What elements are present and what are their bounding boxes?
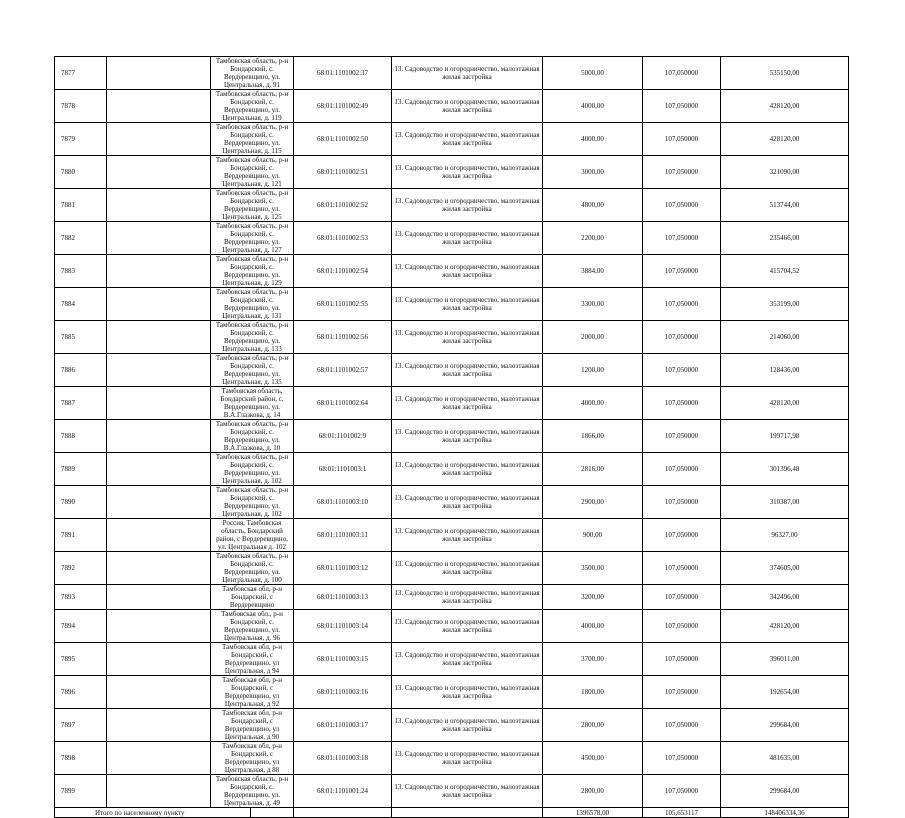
row-number: 7883	[55, 255, 107, 288]
cadastral-value-cell: 301396,48	[721, 453, 849, 486]
cadastral-number-cell: 68:01:1101003:16	[294, 676, 392, 709]
table-row	[55, 742, 849, 775]
table-row	[55, 610, 849, 643]
empty-cell	[107, 288, 211, 321]
row-number: 7882	[55, 222, 107, 255]
rate-cell: 107,050000	[643, 255, 721, 288]
rate-cell: 107,050000	[643, 387, 721, 420]
row-number: 7894	[55, 610, 107, 643]
land-use-cell: 13. Садоводство и огородничество, малоэтажная жилая застройка	[392, 643, 543, 676]
area-cell: 4000,00	[543, 90, 643, 123]
rate-cell: 107,050000	[643, 90, 721, 123]
total-rate: 105,653117	[643, 808, 721, 818]
table-row	[55, 123, 849, 156]
area-cell: 2816,00	[543, 453, 643, 486]
row-number: 7886	[55, 354, 107, 387]
land-use-cell: 13. Садоводство и огородничество, малоэтажная жилая застройка	[392, 255, 543, 288]
total-row	[55, 808, 849, 818]
row-number: 7880	[55, 156, 107, 189]
address-cell: Тамбовская область, р-н Бондарский, с. Вердеревщино, ул. Центральная, д. 135	[211, 354, 294, 387]
land-use-cell: 13. Садоводство и огородничество, малоэтажная жилая застройка	[392, 123, 543, 156]
address-cell: Тамбовская область, р-н Бондарский, с. Вердеревщино, ул. Центральная, д. 119	[211, 90, 294, 123]
table-row	[55, 775, 849, 808]
empty-cell	[107, 321, 211, 354]
row-number: 7892	[55, 552, 107, 585]
empty-cell	[107, 90, 211, 123]
cadastral-value-cell: 353199,00	[721, 288, 849, 321]
row-number: 7884	[55, 288, 107, 321]
table-row	[55, 222, 849, 255]
rate-cell: 107,050000	[643, 643, 721, 676]
rate-cell: 107,050000	[643, 453, 721, 486]
cadastral-number-cell: 68:01:1101002:64	[294, 387, 392, 420]
address-cell: Тамбовская область, р-н Бондарский, с. Вердеревщино, ул. Центральная, д. 133	[211, 321, 294, 354]
land-use-cell: 13. Садоводство и огородничество, малоэтажная жилая застройка	[392, 222, 543, 255]
total-area: 1396578,00	[543, 808, 643, 818]
empty-cell	[107, 552, 211, 585]
cadastral-value-cell: 321090,00	[721, 156, 849, 189]
row-number: 7896	[55, 676, 107, 709]
area-cell: 2800,00	[543, 775, 643, 808]
cadastral-number-cell: 68:01:1101002:9	[294, 420, 392, 453]
cadastral-value-cell: 214060,00	[721, 321, 849, 354]
cadastral-value-cell: 310387,00	[721, 486, 849, 519]
cadastral-number-cell: 68:01:1101002:54	[294, 255, 392, 288]
row-number: 7897	[55, 709, 107, 742]
cadastral-value-cell: 342496,00	[721, 585, 849, 610]
table-row	[55, 321, 849, 354]
cadastral-value-cell: 396011,00	[721, 643, 849, 676]
total-empty-cell	[392, 808, 543, 818]
address-cell: Тамбовская область, р-н Бондарский, с. Вердеревщино, ул. Центральная, д. 127	[211, 222, 294, 255]
cadastral-number-cell: 68:01:1101003:1	[294, 453, 392, 486]
area-cell: 3700,00	[543, 643, 643, 676]
land-use-cell: 13. Садоводство и огородничество, малоэтажная жилая застройка	[392, 387, 543, 420]
rate-cell: 107,050000	[643, 321, 721, 354]
total-value: 148406334,36	[721, 808, 849, 818]
row-number: 7887	[55, 387, 107, 420]
area-cell: 2000,00	[543, 321, 643, 354]
rate-cell: 107,050000	[643, 189, 721, 222]
area-cell: 1866,00	[543, 420, 643, 453]
empty-cell	[107, 453, 211, 486]
row-number: 7899	[55, 775, 107, 808]
empty-cell	[107, 775, 211, 808]
row-number: 7885	[55, 321, 107, 354]
empty-cell	[107, 222, 211, 255]
land-use-cell: 13. Садоводство и огородничество, малоэтажная жилая застройка	[392, 321, 543, 354]
cadastral-number-cell: 68:01:1101003:18	[294, 742, 392, 775]
row-number: 7898	[55, 742, 107, 775]
land-use-cell: 13. Садоводство и огородничество, малоэтажная жилая застройка	[392, 676, 543, 709]
area-cell: 4000,00	[543, 610, 643, 643]
cadastral-number-cell: 68:01:1101003:10	[294, 486, 392, 519]
land-use-cell: 13. Садоводство и огородничество, малоэтажная жилая застройка	[392, 189, 543, 222]
empty-cell	[107, 610, 211, 643]
address-cell: Тамбовская обл, р-н Бондарский, с Вердеревщино, ул Центральная, д 90	[211, 709, 294, 742]
address-cell: Тамбовская область, р-н Бондарский, с. Вердеревщино, ул. Центральная, д. 131	[211, 288, 294, 321]
empty-cell	[107, 643, 211, 676]
address-cell: Россия, Тамбовская область, Бондарский район, с Вердеревщино, ул. Центральная д. 102	[211, 519, 294, 552]
rate-cell: 107,050000	[643, 709, 721, 742]
address-cell: Тамбовская обл, р-н Бондарский, с Вердеревщино	[211, 585, 294, 610]
address-cell: Тамбовская область, р-н Бондарский, с. Вердеревщино, ул. Центральная, д. 115	[211, 123, 294, 156]
rate-cell: 107,050000	[643, 57, 721, 90]
address-cell: Тамбовская обл, р-н Бондарский, с Вердеревщино, ул Центральная, д 94	[211, 643, 294, 676]
area-cell: 900,00	[543, 519, 643, 552]
rate-cell: 107,050000	[643, 775, 721, 808]
address-cell: Тамбовская область, р-н Бондарский, с. Вердеревщино, ул. В.А.Глазкова, д. 10	[211, 420, 294, 453]
empty-cell	[107, 255, 211, 288]
row-number: 7895	[55, 643, 107, 676]
empty-cell	[107, 123, 211, 156]
address-cell: Тамбовская область, Бондарский район, с. Вердеревщино, ул. В.А.Глазкова, д. 14	[211, 387, 294, 420]
cadastral-value-table	[54, 56, 849, 818]
area-cell: 3500,00	[543, 552, 643, 585]
empty-cell	[107, 354, 211, 387]
empty-cell	[107, 519, 211, 552]
area-cell: 4000,00	[543, 123, 643, 156]
cadastral-value-cell: 199717,98	[721, 420, 849, 453]
table-row	[55, 255, 849, 288]
cadastral-number-cell: 68:01:1101002:51	[294, 156, 392, 189]
cadastral-number-cell: 68:01:1101001:24	[294, 775, 392, 808]
row-number: 7879	[55, 123, 107, 156]
rate-cell: 107,050000	[643, 123, 721, 156]
land-use-cell: 13. Садоводство и огородничество, малоэтажная жилая застройка	[392, 709, 543, 742]
row-number: 7878	[55, 90, 107, 123]
cadastral-number-cell: 68:01:1101003:14	[294, 610, 392, 643]
rate-cell: 107,050000	[643, 585, 721, 610]
address-cell: Тамбовская область, р-н Бондарский, с. Вердеревщино, ул. Центральная, д. 102	[211, 453, 294, 486]
land-use-cell: 13. Садоводство и огородничество, малоэтажная жилая застройка	[392, 610, 543, 643]
empty-cell	[107, 676, 211, 709]
area-cell: 4000,00	[543, 387, 643, 420]
row-number: 7893	[55, 585, 107, 610]
address-cell: Тамбовская обл., р-н Бондарский, с. Вердеревщино, ул. Центральная, д. 96	[211, 610, 294, 643]
table-row	[55, 288, 849, 321]
cadastral-value-cell: 535150,00	[721, 57, 849, 90]
area-cell: 3200,00	[543, 585, 643, 610]
cadastral-number-cell: 68:01:1101002:57	[294, 354, 392, 387]
area-cell: 3000,00	[543, 156, 643, 189]
table-row	[55, 387, 849, 420]
land-use-cell: 13. Садоводство и огородничество, малоэтажная жилая застройка	[392, 288, 543, 321]
total-label: Итого по населенному пункту	[55, 808, 251, 818]
cadastral-value-cell: 128436,00	[721, 354, 849, 387]
table-row	[55, 90, 849, 123]
address-cell: Тамбовская область, р-н Бондарский, с. Вердеревщино, ул. Центральная, д. 121	[211, 156, 294, 189]
cadastral-value-cell: 96327,00	[721, 519, 849, 552]
area-cell: 4500,00	[543, 742, 643, 775]
row-number: 7881	[55, 189, 107, 222]
row-number: 7877	[55, 57, 107, 90]
land-use-cell: 13. Садоводство и огородничество, малоэтажная жилая застройка	[392, 775, 543, 808]
land-use-cell: 13. Садоводство и огородничество, малоэтажная жилая застройка	[392, 453, 543, 486]
empty-cell	[107, 189, 211, 222]
empty-cell	[107, 709, 211, 742]
land-use-cell: 13. Садоводство и огородничество, малоэтажная жилая застройка	[392, 585, 543, 610]
area-cell: 2900,00	[543, 486, 643, 519]
empty-cell	[107, 387, 211, 420]
area-cell: 1800,00	[543, 676, 643, 709]
row-number: 7889	[55, 453, 107, 486]
land-use-cell: 13. Садоводство и огородничество, малоэтажная жилая застройка	[392, 420, 543, 453]
cadastral-value-cell: 192654,00	[721, 676, 849, 709]
empty-cell	[107, 742, 211, 775]
address-cell: Тамбовская область, р-н Бондарский, с. Вердеревщино, ул. Центральная, д. 125	[211, 189, 294, 222]
cadastral-value-cell: 428120,00	[721, 610, 849, 643]
empty-cell	[107, 420, 211, 453]
cadastral-value-cell: 513744,00	[721, 189, 849, 222]
empty-cell	[107, 156, 211, 189]
address-cell: Тамбовская область, р-н Бондарский, с. Вердеревщино, ул. Центральная, д. 100	[211, 552, 294, 585]
cadastral-number-cell: 68:01:1101003:15	[294, 643, 392, 676]
cadastral-value-cell: 374605,00	[721, 552, 849, 585]
cadastral-value-cell: 415704,52	[721, 255, 849, 288]
rate-cell: 107,050000	[643, 156, 721, 189]
table-row	[55, 420, 849, 453]
cadastral-number-cell: 68:01:1101003:13	[294, 585, 392, 610]
total-empty-cell	[251, 808, 294, 818]
cadastral-number-cell: 68:01:1101002:49	[294, 90, 392, 123]
cadastral-number-cell: 68:01:1101002:50	[294, 123, 392, 156]
rate-cell: 107,050000	[643, 486, 721, 519]
area-cell: 2800,00	[543, 709, 643, 742]
address-cell: Тамбовская область, р-н Бондарский, с. Вердеревщино, ул. Центральная, д. 102	[211, 486, 294, 519]
cadastral-value-cell: 299684,00	[721, 775, 849, 808]
cadastral-value-cell: 481635,00	[721, 742, 849, 775]
table-body	[55, 57, 849, 808]
cadastral-number-cell: 68:01:1101002:53	[294, 222, 392, 255]
area-cell: 1200,00	[543, 354, 643, 387]
cadastral-value-cell: 235466,00	[721, 222, 849, 255]
cadastral-number-cell: 68:01:1101002:55	[294, 288, 392, 321]
area-cell: 5000,00	[543, 57, 643, 90]
table-row	[55, 156, 849, 189]
cadastral-number-cell: 68:01:1101002:56	[294, 321, 392, 354]
land-use-cell: 13. Садоводство и огородничество, малоэтажная жилая застройка	[392, 519, 543, 552]
address-cell: Тамбовская область, р-н Бондарский, с. Вердеревщино, ул. Центральная, д. 49	[211, 775, 294, 808]
empty-cell	[107, 585, 211, 610]
cadastral-value-cell: 428120,00	[721, 387, 849, 420]
rate-cell: 107,050000	[643, 354, 721, 387]
rate-cell: 107,050000	[643, 519, 721, 552]
cadastral-value-cell: 428120,00	[721, 123, 849, 156]
total-empty-cell	[294, 808, 392, 818]
rate-cell: 107,050000	[643, 552, 721, 585]
rate-cell: 107,050000	[643, 742, 721, 775]
area-cell: 4800,00	[543, 189, 643, 222]
cadastral-value-cell: 299684,00	[721, 709, 849, 742]
table-row	[55, 519, 849, 552]
rate-cell: 107,050000	[643, 222, 721, 255]
table-row	[55, 676, 849, 709]
cadastral-number-cell: 68:01:1101003:17	[294, 709, 392, 742]
cadastral-number-cell: 68:01:1101002:52	[294, 189, 392, 222]
row-number: 7888	[55, 420, 107, 453]
rate-cell: 107,050000	[643, 420, 721, 453]
row-number: 7891	[55, 519, 107, 552]
table-row	[55, 57, 849, 90]
cadastral-value-cell: 428120,00	[721, 90, 849, 123]
table-row	[55, 643, 849, 676]
cadastral-number-cell: 68:01:1101003:12	[294, 552, 392, 585]
cadastral-number-cell: 68:01:1101003:11	[294, 519, 392, 552]
table-row	[55, 585, 849, 610]
area-cell: 3300,00	[543, 288, 643, 321]
rate-cell: 107,050000	[643, 676, 721, 709]
table-row	[55, 709, 849, 742]
empty-cell	[107, 486, 211, 519]
table-row	[55, 453, 849, 486]
land-use-cell: 13. Садоводство и огородничество, малоэтажная жилая застройка	[392, 742, 543, 775]
address-cell: Тамбовская обл, р-н Бондарский, с Вердеревщино, ул Центральная, д 88	[211, 742, 294, 775]
rate-cell: 107,050000	[643, 288, 721, 321]
land-use-cell: 13. Садоводство и огородничество, малоэтажная жилая застройка	[392, 90, 543, 123]
address-cell: Тамбовская обл, р-н Бондарский, с Вердеревщино, ул Центральная, д 92	[211, 676, 294, 709]
area-cell: 3884,00	[543, 255, 643, 288]
land-use-cell: 13. Садоводство и огородничество, малоэтажная жилая застройка	[392, 57, 543, 90]
table-row	[55, 354, 849, 387]
row-number: 7890	[55, 486, 107, 519]
area-cell: 2200,00	[543, 222, 643, 255]
land-use-cell: 13. Садоводство и огородничество, малоэтажная жилая застройка	[392, 552, 543, 585]
land-use-cell: 13. Садоводство и огородничество, малоэтажная жилая застройка	[392, 354, 543, 387]
land-use-cell: 13. Садоводство и огородничество, малоэтажная жилая застройка	[392, 486, 543, 519]
table-row	[55, 189, 849, 222]
address-cell: Тамбовская область, р-н Бондарский, с. Вердеревщино, ул. Центральная, д. 129	[211, 255, 294, 288]
table-row	[55, 552, 849, 585]
rate-cell: 107,050000	[643, 610, 721, 643]
address-cell: Тамбовская область, р-н Бондарский, с. Вердеревщино, ул. Центральная, д. 91	[211, 57, 294, 90]
land-use-cell: 13. Садоводство и огородничество, малоэтажная жилая застройка	[392, 156, 543, 189]
table-row	[55, 486, 849, 519]
cadastral-number-cell: 68:01:1101002:37	[294, 57, 392, 90]
empty-cell	[107, 57, 211, 90]
